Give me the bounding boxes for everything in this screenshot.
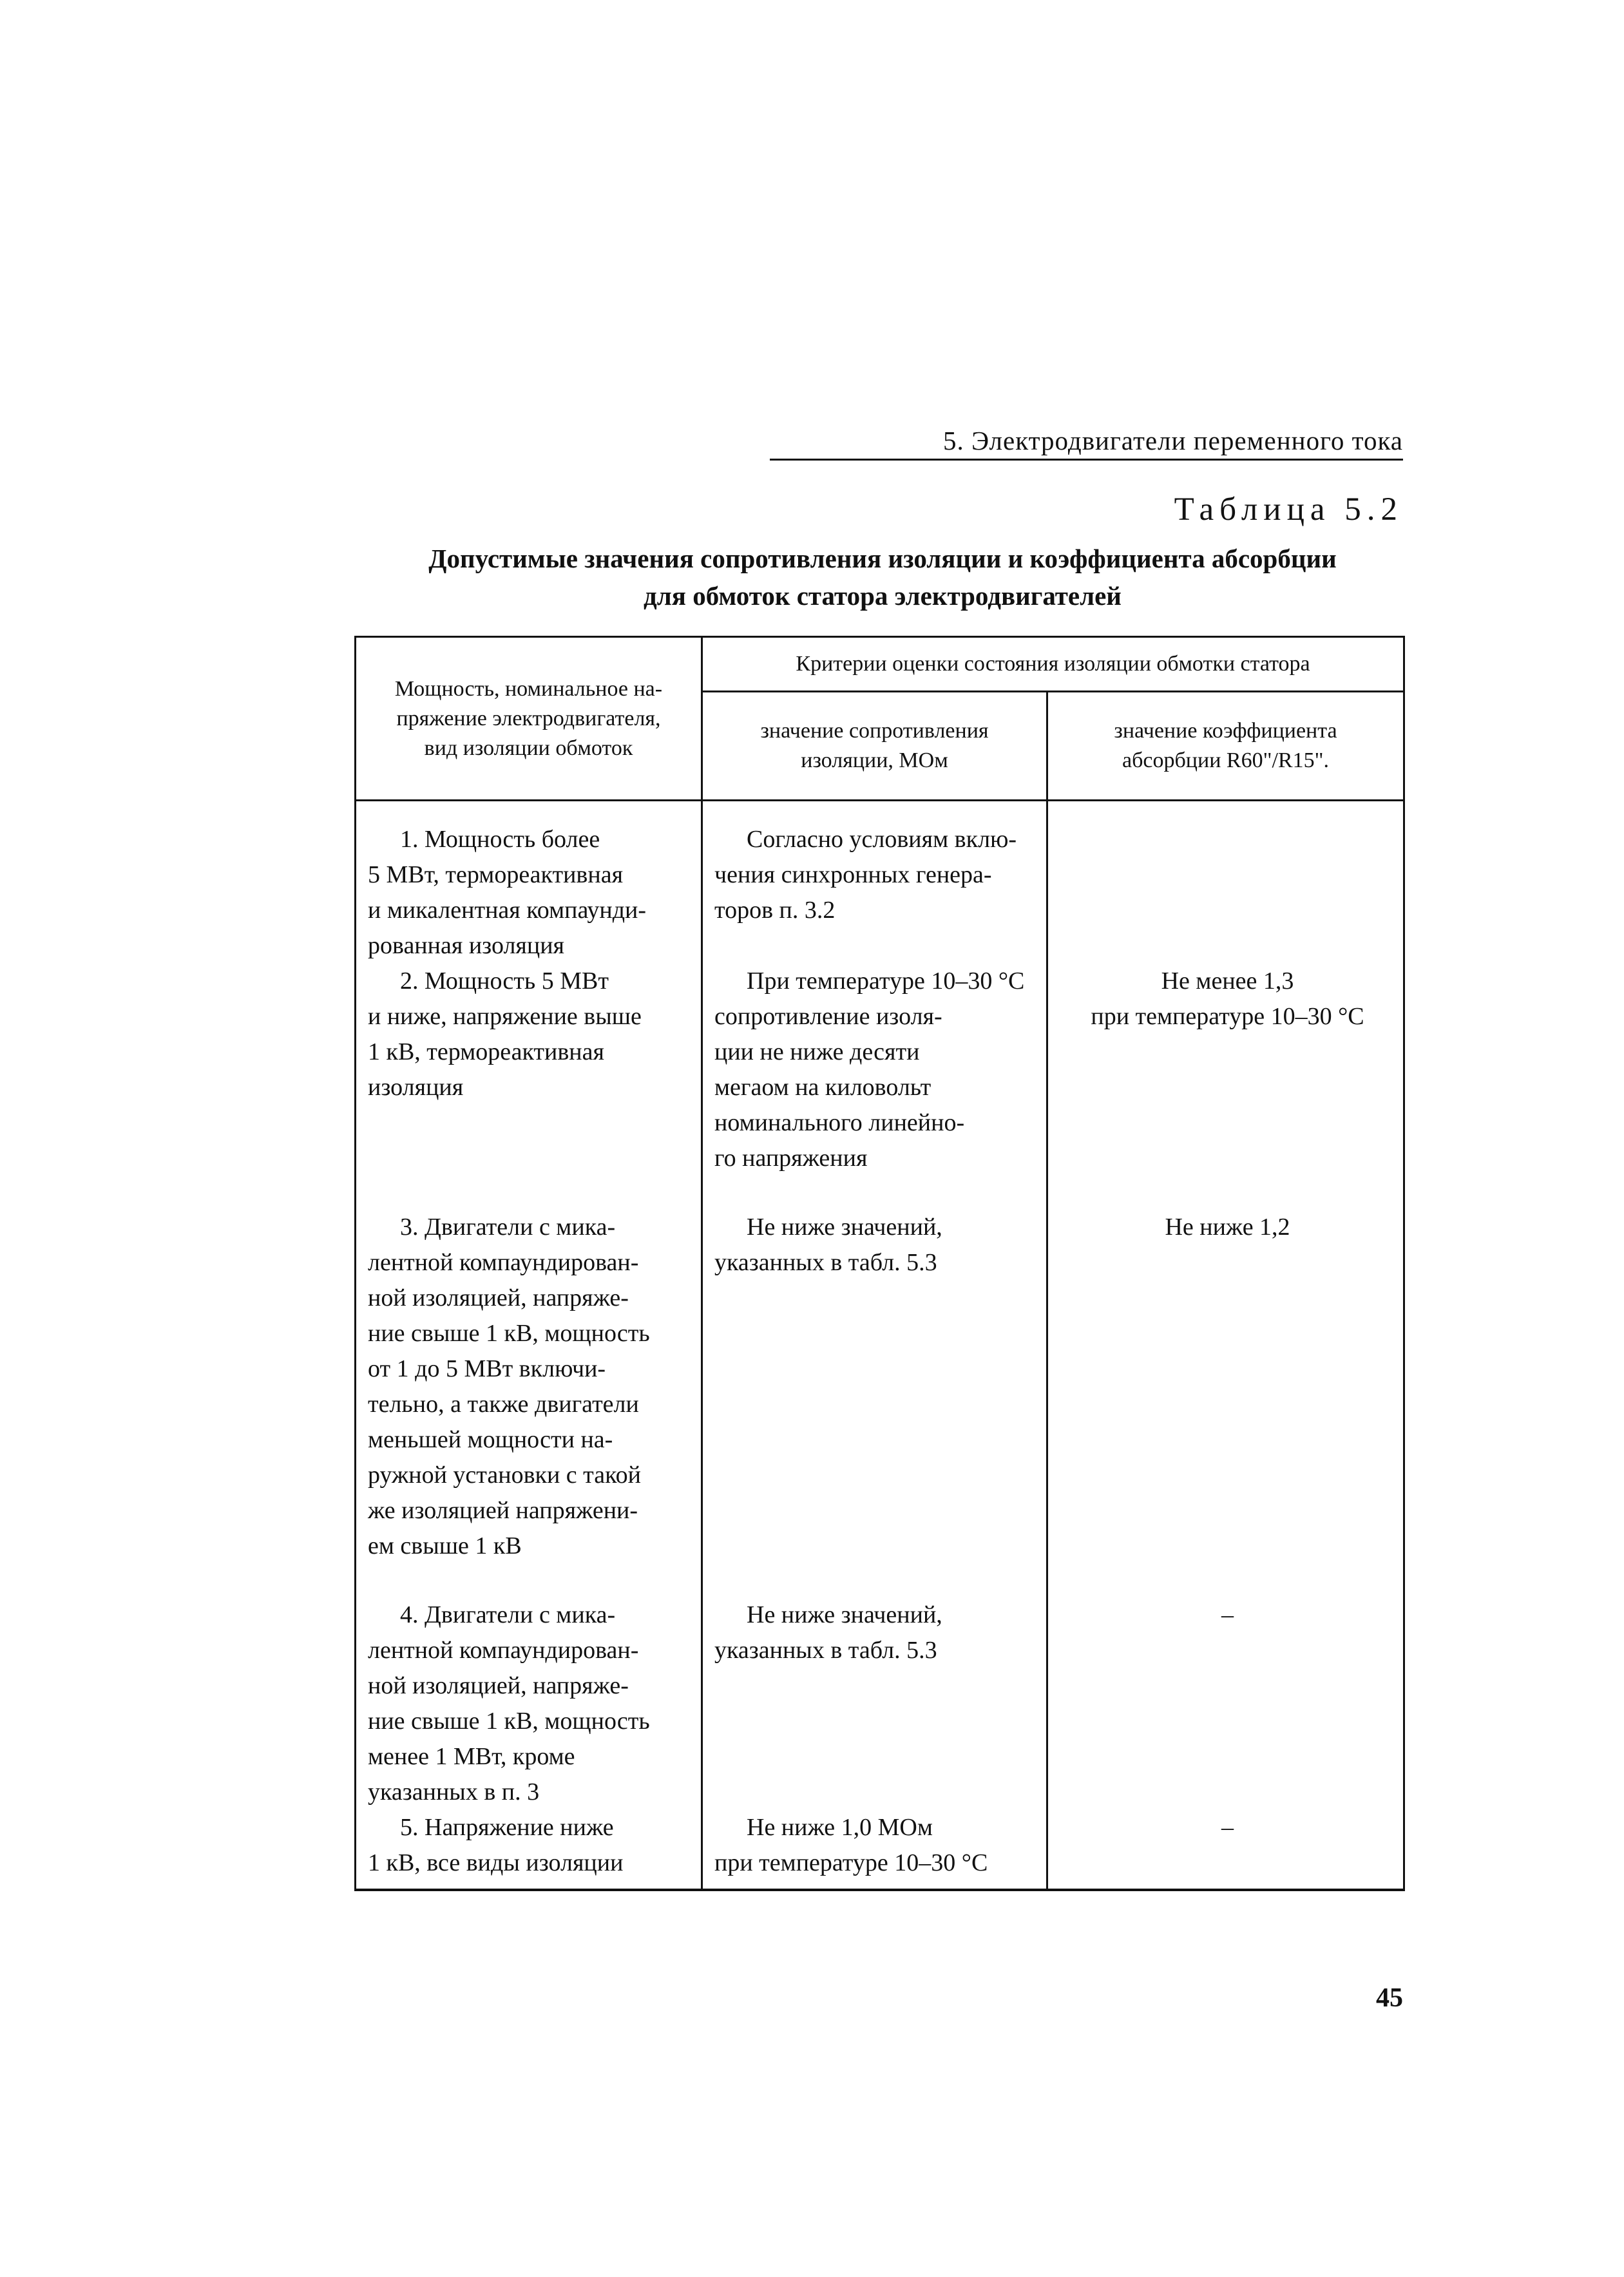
header-absorption xyxy=(1047,692,1404,801)
cell-line: 4. Двигатели с мика- xyxy=(400,1601,616,1628)
cell-line: же изоляцией напряжени- xyxy=(368,1497,638,1524)
cell-line: 3. Двигатели с мика- xyxy=(400,1214,616,1241)
cell-line: тельно, а также двигатели xyxy=(368,1391,639,1418)
header-resistance xyxy=(702,692,1047,801)
header-criteria: Критерии оценки состояния изоляции обмотки статора xyxy=(702,637,1404,692)
cell-power xyxy=(356,964,702,1176)
cell-line: изоляция xyxy=(368,1074,464,1101)
cell-line: – xyxy=(1221,1814,1234,1841)
cell-line: указанных в табл. 5.3 xyxy=(714,1249,937,1276)
cell-line: и ниже, напряжение выше xyxy=(368,1003,642,1030)
table-row xyxy=(356,1176,1404,1564)
table-row xyxy=(356,801,1404,964)
cell-line: и микалентная компаунди- xyxy=(368,897,647,924)
cell-line: го напряжения xyxy=(714,1145,868,1172)
cell-resistance xyxy=(702,1176,1047,1564)
cell-line: при температуре 10–30 °С xyxy=(714,1849,988,1876)
cell-line: Не ниже 1,0 МОм xyxy=(747,1814,933,1841)
cell-power xyxy=(356,801,702,964)
cell-absorption xyxy=(1047,1810,1404,1890)
cell-line: Согласно условиям вклю- xyxy=(747,826,1017,853)
cell-line: мегаом на киловольт xyxy=(714,1074,931,1101)
cell-resistance xyxy=(702,964,1047,1176)
cell-line: от 1 до 5 МВт включи- xyxy=(368,1355,606,1382)
header-absorption-line: абсорбции R60"/R15". xyxy=(1122,748,1329,772)
cell-line: сопротивление изоля- xyxy=(714,1003,942,1030)
cell-line: торов п. 3.2 xyxy=(714,897,836,924)
running-head: 5. Электродвигатели переменного тока xyxy=(770,425,1403,461)
cell-line: ружной установки с такой xyxy=(368,1462,641,1489)
insulation-table xyxy=(354,636,1405,1891)
header-absorption-line: значение коэффициента xyxy=(1114,719,1337,743)
header-resistance-line: значение сопротивления xyxy=(760,719,989,743)
cell-resistance xyxy=(702,1810,1047,1890)
cell-line: ной изоляцией, напряже- xyxy=(368,1284,629,1311)
cell-line: 1 кВ, термореактивная xyxy=(368,1038,604,1065)
cell-line: При температуре 10–30 °С xyxy=(747,967,1025,995)
cell-line: номинального линейно- xyxy=(714,1109,965,1136)
header-power-line: вид изоляции обмоток xyxy=(424,736,633,760)
cell-line: Не менее 1,3 xyxy=(1161,967,1294,995)
table-title xyxy=(322,540,1443,615)
cell-line: ние свыше 1 кВ, мощность xyxy=(368,1708,650,1735)
cell-absorption xyxy=(1047,964,1404,1176)
cell-line: лентной компаундирован- xyxy=(368,1249,639,1276)
cell-line: 5 МВт, термореактивная xyxy=(368,861,624,888)
cell-resistance xyxy=(702,801,1047,964)
header-power-line: Мощность, номинальное на- xyxy=(394,676,663,701)
cell-line: чения синхронных генера- xyxy=(714,861,992,888)
header-power-line: пряжение электродвигателя, xyxy=(396,706,661,730)
page-number: 45 xyxy=(1376,1983,1403,2013)
table-label: Таблица 5.2 xyxy=(1174,491,1403,528)
cell-line: ции не ниже десяти xyxy=(714,1038,920,1065)
header-power xyxy=(356,637,702,801)
cell-resistance xyxy=(702,1564,1047,1810)
cell-line: 5. Напряжение ниже xyxy=(400,1814,614,1841)
table-title-line-1: Допустимые значения сопротивления изоляции и коэффициента абсорбции xyxy=(428,544,1337,573)
cell-line: ние свыше 1 кВ, мощность xyxy=(368,1320,650,1347)
cell-line: Не ниже значений, xyxy=(747,1601,942,1628)
cell-line: ем свыше 1 кВ xyxy=(368,1532,522,1559)
table-row xyxy=(356,1810,1404,1890)
cell-line: 2. Мощность 5 МВт xyxy=(400,967,609,995)
cell-line: менее 1 МВт, кроме xyxy=(368,1743,575,1770)
cell-line: указанных в табл. 5.3 xyxy=(714,1637,937,1664)
table-row xyxy=(356,964,1404,1176)
cell-line: Не ниже значений, xyxy=(747,1214,942,1241)
cell-power xyxy=(356,1810,702,1890)
cell-line: при температуре 10–30 °С xyxy=(1091,1003,1364,1030)
cell-line: 1. Мощность более xyxy=(400,826,600,853)
cell-absorption xyxy=(1047,1176,1404,1564)
cell-line: указанных в п. 3 xyxy=(368,1778,540,1805)
cell-line: меньшей мощности на- xyxy=(368,1426,613,1453)
header-resistance-line: изоляции, МОм xyxy=(801,748,948,772)
cell-line: рованная изоляция xyxy=(368,932,565,959)
cell-absorption xyxy=(1047,1564,1404,1810)
cell-absorption xyxy=(1047,801,1404,964)
table-row xyxy=(356,1564,1404,1810)
cell-line: 1 кВ, все виды изоляции xyxy=(368,1849,624,1876)
cell-power xyxy=(356,1176,702,1564)
cell-line: лентной компаундирован- xyxy=(368,1637,639,1664)
cell-line: – xyxy=(1221,1601,1234,1628)
cell-power xyxy=(356,1564,702,1810)
cell-line: ной изоляцией, напряже- xyxy=(368,1672,629,1699)
table-title-line-2: для обмоток статора электродвигателей xyxy=(644,581,1122,611)
cell-line: Не ниже 1,2 xyxy=(1165,1214,1290,1241)
